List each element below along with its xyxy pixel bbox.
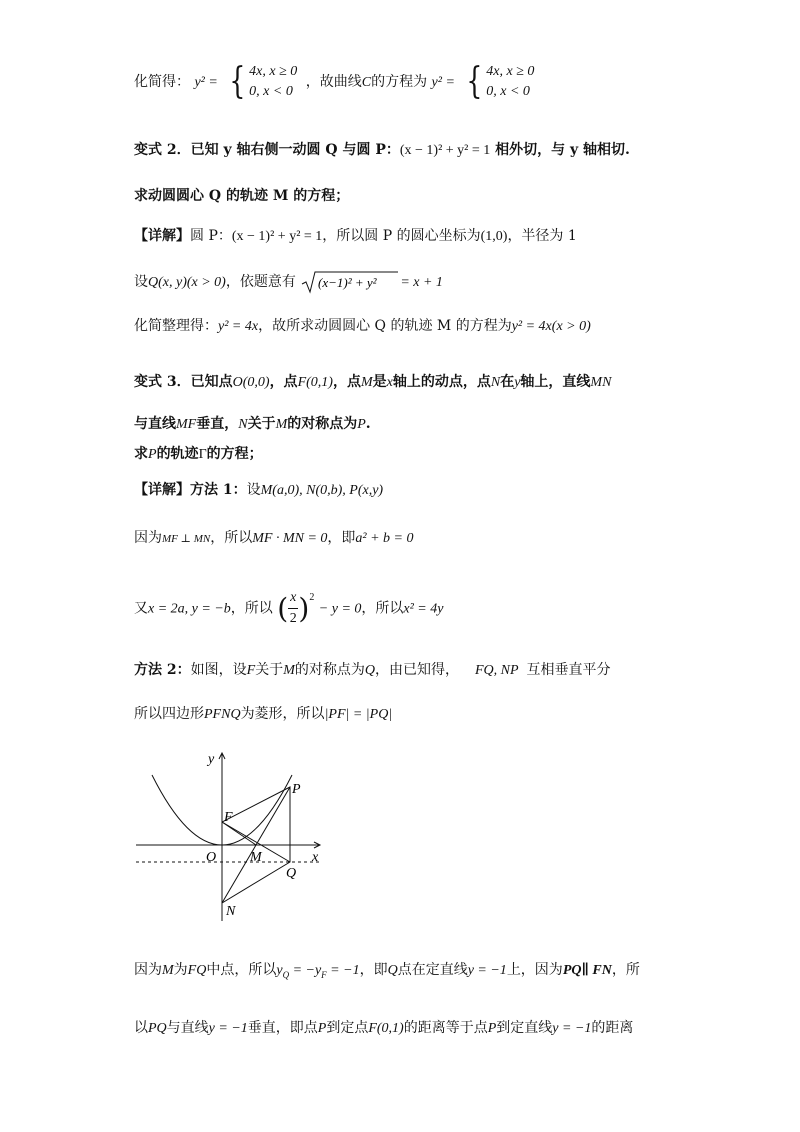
label-x: x	[312, 850, 319, 865]
variant3-title-line2	[134, 414, 371, 435]
fraction-rest: − y = 0	[318, 601, 362, 617]
yq-equation: $y_Q = -y_F = -1$	[276, 963, 360, 980]
perp-relation: MF ⊥ MN	[162, 533, 211, 545]
parallel-relation: PQ∥ FN	[562, 963, 612, 978]
text-prefix: 化简得：	[134, 74, 190, 90]
so-text: ，所以	[210, 530, 253, 546]
detail-text: ，所以圆 P 的圆心坐标为	[322, 228, 481, 244]
yq-eq3: = −1	[330, 963, 360, 978]
point-m: M	[275, 417, 288, 432]
variant2-title-text: 变式 2．已知 y 轴右侧一动圆 Q 与圆 P：	[134, 142, 400, 158]
equation-lhs: y² =	[431, 75, 455, 90]
line-y-minus-1: y = −1	[552, 1021, 592, 1036]
final-text: 因为	[134, 962, 162, 978]
method1-because	[134, 528, 414, 549]
final-text: 的距离	[591, 1020, 634, 1036]
yq-eq2: = −y	[292, 963, 322, 978]
abs-equality: |PF| = |PQ|	[324, 707, 393, 722]
title-text: 在	[500, 374, 515, 390]
method2-text: 如图，设	[190, 662, 247, 678]
method2-text: 所以四边形	[134, 706, 204, 722]
method1-label: 【详解】方法 1：	[134, 482, 247, 498]
point-n: N	[490, 375, 501, 390]
label-p: P	[292, 782, 301, 797]
method2-text: 的对称点为	[294, 662, 365, 678]
so-text: ，所以	[361, 600, 404, 617]
point-q: Q(x, y)(x > 0)	[148, 275, 226, 290]
point-n: N	[238, 417, 248, 432]
final-text: 为	[173, 962, 188, 978]
variant2-simplify	[134, 316, 591, 337]
quadrilateral: PFNQ	[204, 707, 241, 722]
method2-text: 为菱形，所以	[240, 706, 325, 722]
let-prefix: 设	[134, 274, 148, 290]
axis-x: x	[386, 375, 393, 390]
final-text: 到定直线	[496, 1020, 553, 1036]
method2-label: 方法 2：	[134, 662, 191, 678]
title-text: 垂直，	[196, 416, 239, 432]
segment-fq-label: FQ	[187, 963, 207, 978]
final-text: 的距离等于点	[403, 1020, 488, 1036]
label-m: M	[250, 850, 262, 865]
variant2-let-line	[134, 270, 443, 294]
line-y-minus-1: y = −1	[208, 1021, 248, 1036]
variant2-title-end: 相外切，与 y 轴相切.	[490, 142, 630, 158]
simplify-result: y² = 4x(x > 0)	[511, 319, 591, 334]
line-simplified-result	[134, 62, 538, 102]
point-m: M	[283, 663, 295, 678]
final-text: 与直线	[166, 1020, 209, 1036]
geometry-figure	[134, 745, 334, 925]
method2-line	[134, 660, 611, 681]
case-row: 0, x < 0	[486, 84, 530, 99]
title-text: 变式 3．已知点	[134, 374, 233, 390]
fraction	[288, 588, 298, 629]
simplify-prefix: 化简整理得：	[134, 318, 218, 334]
point-p: P	[148, 447, 157, 462]
detail-text: 圆 P：	[190, 228, 232, 244]
point-p: P	[317, 1021, 327, 1036]
right-paren-icon: )	[298, 591, 310, 625]
question-text: 求	[134, 446, 148, 462]
yq-symbol: y	[276, 963, 283, 978]
case-row: 0, x < 0	[249, 84, 293, 99]
also-text: 又	[134, 600, 148, 617]
final-text: ，即	[359, 962, 388, 978]
final-line2	[134, 1018, 633, 1039]
final-text: 垂直，即点	[247, 1020, 318, 1036]
fraction-denominator: 2	[289, 611, 297, 626]
brace-icon: {	[229, 61, 246, 102]
point-o: O(0,0)	[232, 375, 270, 390]
title-text: 轴上的动点，点	[392, 374, 491, 390]
title-text: 与直线	[134, 416, 176, 432]
detail-label: 【详解】	[134, 228, 190, 244]
detail-text: ，半径为 1	[507, 228, 577, 244]
sqrt-radical-icon	[300, 270, 400, 294]
ie-text: ，即	[327, 530, 356, 546]
label-y: y	[208, 752, 215, 767]
fraction-numerator: x	[288, 588, 298, 609]
case-row: 4x, x ≥ 0	[486, 64, 535, 79]
point-q: Q	[387, 963, 398, 978]
point-f-coords: F(0,1)	[368, 1021, 404, 1036]
point-p: P	[357, 417, 366, 432]
label-q: Q	[286, 866, 297, 881]
method2-line2	[134, 704, 392, 725]
result-2: x² = 4y	[403, 601, 444, 617]
sqrt-rhs: = x + 1	[400, 275, 443, 290]
circle-equation: (x − 1)² + y² = 1	[231, 229, 323, 244]
final-text: 上，因为	[506, 962, 563, 978]
center-coordinates: (1,0)	[480, 229, 508, 244]
point-m: M	[360, 375, 373, 390]
simplify-equation: y² = 4x	[218, 319, 259, 334]
segment-pq-label: PQ	[148, 1021, 167, 1036]
variant2-title	[134, 140, 630, 161]
final-text: 到定点	[326, 1020, 369, 1036]
equation-lhs: y² =	[194, 75, 218, 90]
point-q: Q	[364, 663, 375, 678]
variant3-title	[134, 372, 611, 393]
text-middle: ，故曲线	[305, 74, 362, 90]
line-y-minus-1: y = −1	[467, 963, 507, 978]
segments-fq-np: FQ, NP	[474, 663, 519, 678]
brace-icon: {	[466, 61, 483, 102]
final-text: 点在定直线	[397, 962, 468, 978]
final-text: 以	[134, 1020, 148, 1036]
variant2-detail	[134, 226, 577, 247]
case-row: 4x, x ≥ 0	[249, 64, 298, 79]
line-mf: MF	[176, 417, 197, 432]
variant3-question	[134, 444, 263, 465]
method2-text: 关于	[255, 662, 284, 678]
method1-text: 设	[246, 482, 261, 498]
point-m: M	[162, 963, 174, 978]
fraction-expression	[277, 588, 314, 629]
curve-name: C	[361, 75, 372, 90]
dot-product: MF · MN = 0	[252, 531, 328, 546]
title-text: 的对称点为	[287, 416, 358, 432]
trajectory-gamma: Γ	[198, 447, 207, 462]
method1-points: M(a,0), N(0,b), P(x,y)	[260, 483, 384, 498]
piecewise-cases-2	[463, 62, 534, 102]
let-mid: ，依题意有	[225, 274, 296, 290]
line-mn: MN	[590, 375, 612, 390]
piecewise-cases-1	[226, 62, 297, 102]
point-f: F	[246, 663, 256, 678]
final-text: ，所	[611, 962, 640, 978]
title-text: 是	[372, 374, 387, 390]
result-1: a² + b = 0	[355, 531, 414, 546]
title-text: ，点	[332, 374, 361, 390]
variant2-question: 求动圆圆心 Q 的轨迹 M 的方程；	[134, 188, 350, 204]
title-text: 轴上，直线	[520, 374, 591, 390]
title-text: .	[365, 416, 371, 432]
simplify-mid: ，故所求动圆圆心 Q 的轨迹 M 的方程为	[258, 318, 512, 334]
label-o: O	[206, 850, 217, 865]
exponent-icon: 2	[309, 592, 315, 603]
question-text: 的轨迹	[156, 446, 199, 462]
title-text: ，点	[269, 374, 298, 390]
method2-text: 互相垂直平分	[526, 662, 611, 678]
method2-text: ，由已知得，	[374, 662, 459, 678]
method1-also	[134, 588, 443, 629]
so-text: ，所以	[230, 600, 273, 617]
axis-y: y	[514, 375, 521, 390]
label-n: N	[226, 904, 236, 919]
final-line1	[134, 960, 640, 985]
also-equation: x = 2a, y = −b	[148, 601, 231, 617]
text-suffix: 的方程为	[371, 74, 428, 90]
question-text: 的方程；	[206, 446, 263, 462]
title-text: 关于	[247, 416, 276, 432]
method1-line	[134, 480, 383, 501]
final-text: 中点，所以	[206, 962, 277, 978]
point-f: F(0,1)	[297, 375, 333, 390]
point-p: P	[487, 1021, 497, 1036]
sqrt-inner: (x−1)² + y²	[318, 275, 377, 290]
sqrt-expression	[300, 270, 400, 294]
left-paren-icon: (	[277, 591, 289, 625]
because-text: 因为	[134, 530, 162, 546]
circle-equation: (x − 1)² + y² = 1	[399, 143, 491, 158]
label-f: F	[224, 810, 233, 825]
